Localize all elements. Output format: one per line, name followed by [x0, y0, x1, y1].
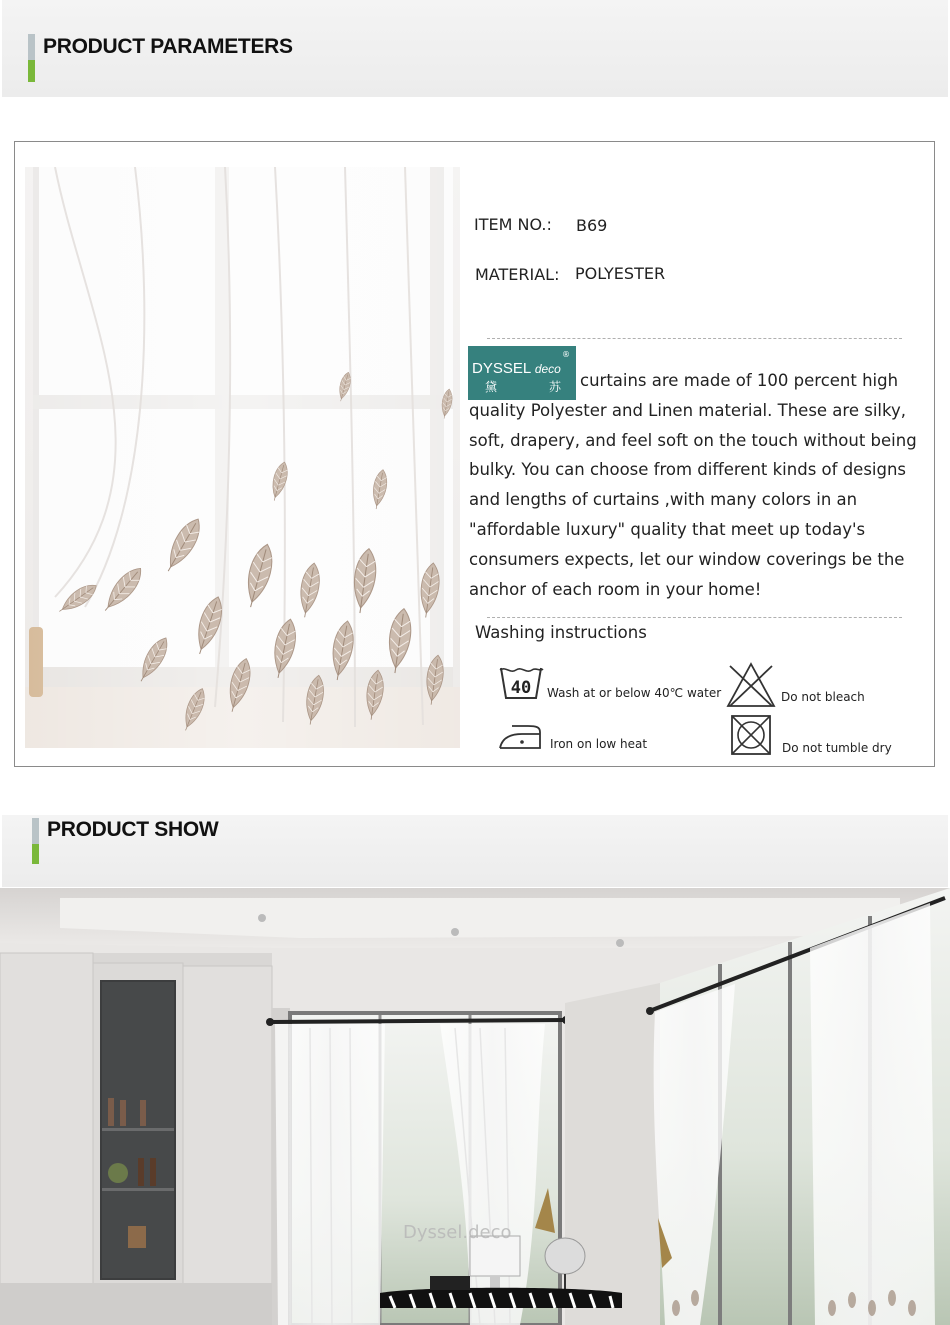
care-label-wash: Wash at or below 40℃ water — [547, 686, 722, 700]
registered-mark: ® — [562, 350, 570, 359]
brand-cn-2: 苏 — [548, 380, 561, 394]
material-label: MATERIAL: — [475, 265, 560, 284]
wash-temp-label: 40 — [510, 678, 532, 698]
header-accent-gray — [32, 818, 39, 844]
iron-low-icon — [498, 722, 544, 752]
brand-suffix: deco — [534, 362, 561, 376]
no-bleach-icon — [726, 662, 776, 708]
watermark-text: Dyssel.deco — [403, 1222, 512, 1243]
wash-40-icon — [498, 664, 546, 704]
care-label-tumble: Do not tumble dry — [782, 741, 892, 755]
washing-title: Washing instructions — [475, 623, 647, 642]
no-tumble-dry-icon — [730, 714, 772, 756]
curtain-photo-illustration — [25, 167, 460, 748]
care-label-iron: Iron on low heat — [550, 737, 648, 751]
section-title-parameters: PRODUCT PARAMETERS — [43, 35, 293, 58]
header-accent-green — [28, 60, 35, 82]
care-label-bleach: Do not bleach — [781, 690, 865, 704]
curtain-product-photo — [25, 167, 460, 748]
item-number-label: ITEM NO.: — [474, 215, 552, 234]
product-show-photo — [0, 888, 950, 1325]
section-header-parameters — [2, 0, 948, 97]
product-description: curtains are made of 100 percent high quality Polyester and Linen material. These are silky, soft, drapery, and feel soft on the touch without being bulky. You can choose from different kinds of designs and lengths of curtains ,with many colors in an "affordable luxury" quality that meet up today's consumers expects, let our window coverings be the anchor of each room in your home! — [469, 371, 917, 599]
room-scene-illustration — [0, 888, 950, 1325]
brand-cn-1: 黛 — [485, 380, 498, 394]
header-accent-green — [32, 844, 39, 864]
section-title-show: PRODUCT SHOW — [47, 818, 219, 841]
section-header-show — [2, 815, 948, 887]
brand-name: DYSSEL — [472, 360, 531, 377]
divider-bottom — [487, 617, 902, 618]
material-value: POLYESTER — [575, 264, 666, 283]
divider-top — [487, 338, 902, 339]
item-number-value: B69 — [576, 216, 608, 235]
header-accent-gray — [28, 34, 35, 60]
